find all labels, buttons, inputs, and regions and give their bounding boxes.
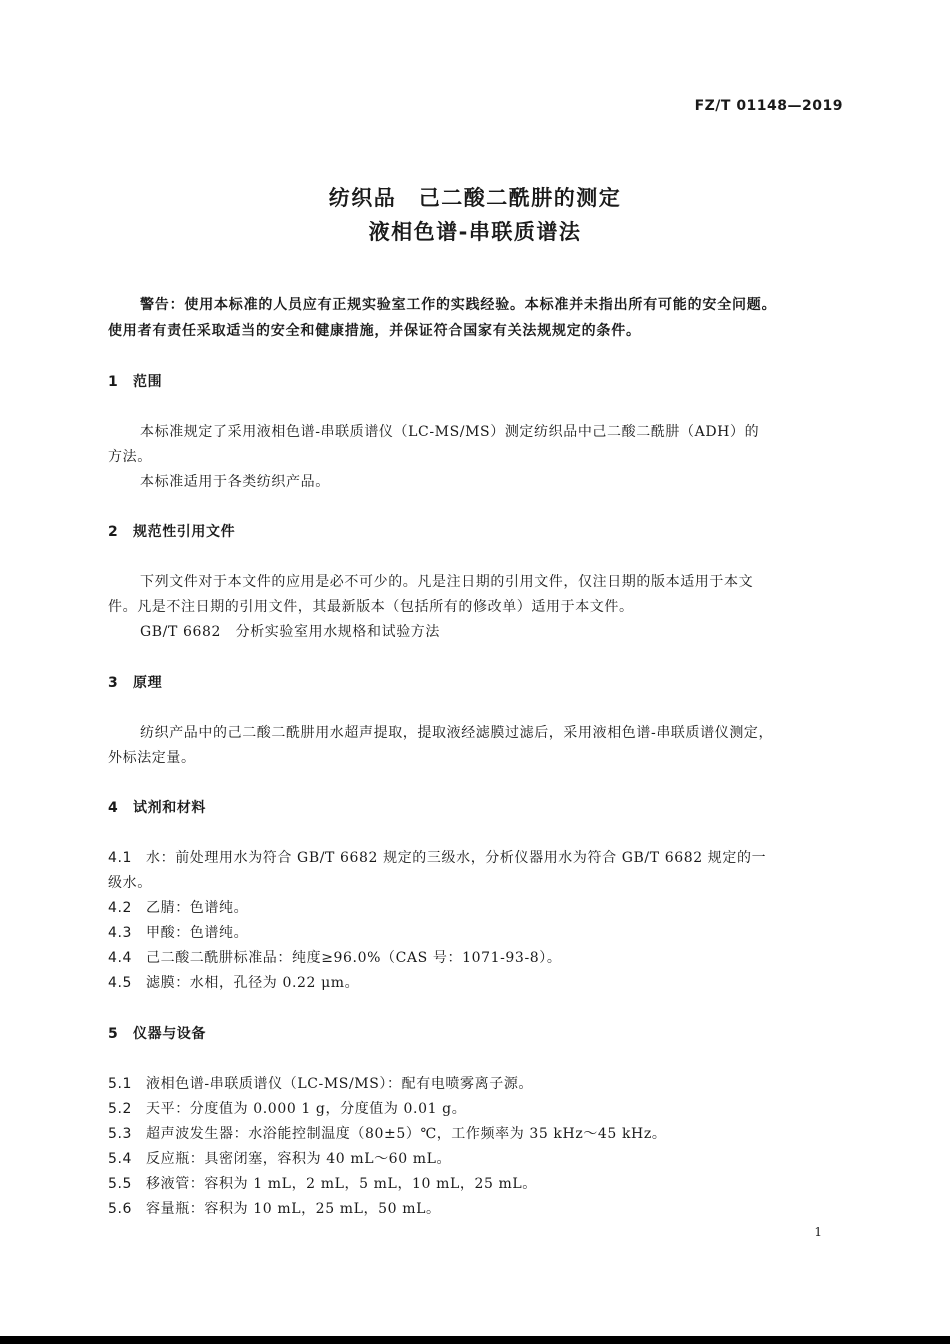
section-3-heading (108, 672, 844, 692)
standard-number: FZ/T 01148—2019 (694, 98, 843, 114)
section-number: 4 (108, 800, 119, 816)
clause-number: 4.3 (108, 925, 133, 941)
section-number: 2 (108, 524, 119, 540)
s1-paragraph-1-line-2: 方法。 (108, 449, 152, 465)
clause-number: 5.4 (108, 1151, 133, 1167)
section-2-heading (108, 521, 844, 541)
clause-text: 反应瓶：具密闭塞，容积为 40 mL～60 mL。 (146, 1151, 452, 1167)
s1-paragraph-2: 本标准适用于各类纺织产品。 (140, 474, 330, 490)
clause-4-4 (108, 947, 844, 967)
section-5-heading (108, 1023, 844, 1043)
section-1-heading (108, 371, 844, 391)
s3-paragraph-1-line-2: 外标法定量。 (108, 750, 196, 766)
clause-number: 4.4 (108, 950, 133, 966)
section-title: 原理 (133, 675, 163, 691)
clause-5-6 (108, 1198, 844, 1218)
clause-number: 5.6 (108, 1201, 133, 1217)
title-line-1: 纺织品 己二酸二酰肼的测定 (328, 186, 622, 210)
title-line-2: 液相色谱-串联质谱法 (368, 220, 582, 244)
clause-text: 滤膜：水相，孔径为 0.22 μm。 (146, 975, 360, 991)
page-number: 1 (814, 1225, 822, 1239)
clause-4-1 (108, 847, 844, 867)
section-title: 规范性引用文件 (133, 524, 236, 540)
section-number: 1 (108, 374, 119, 390)
warning-line-2: 使用者有责任采取适当的安全和健康措施，并保证符合国家有关法规规定的条件。 (108, 323, 641, 339)
clause-4-5 (108, 972, 844, 992)
s2-paragraph-1-line-2: 件。凡是不注日期的引用文件，其最新版本（包括所有的修改单）适用于本文件。 (108, 599, 634, 615)
clause-number: 4.1 (108, 850, 133, 866)
clause-5-4 (108, 1148, 844, 1168)
section-title: 试剂和材料 (133, 800, 206, 816)
clause-number: 5.1 (108, 1076, 133, 1092)
section-number: 3 (108, 675, 119, 691)
clause-5-5 (108, 1173, 844, 1193)
clause-text: 移液管：容积为 1 mL，2 mL，5 mL，10 mL，25 mL。 (146, 1176, 537, 1192)
clause-text: 水：前处理用水为符合 GB/T 6682 规定的三级水，分析仪器用水为符合 GB/T 6682 规定的一 (146, 850, 767, 866)
s2-paragraph-1-line-1: 下列文件对于本文件的应用是必不可少的。凡是注日期的引用文件，仅注日期的版本适用于本文 (140, 574, 754, 590)
clause-number: 4.2 (108, 900, 133, 916)
section-title: 范围 (133, 374, 163, 390)
bottom-edge-bar (0, 1336, 950, 1344)
clause-4-2 (108, 897, 844, 917)
clause-text: 甲酸：色谱纯。 (146, 925, 249, 941)
clause-text: 液相色谱-串联质谱仪（LC-MS/MS）：配有电喷雾离子源。 (146, 1076, 534, 1092)
clause-4-3 (108, 922, 844, 942)
clause-number: 4.5 (108, 975, 133, 991)
clause-text: 容量瓶：容积为 10 mL，25 mL，50 mL。 (146, 1201, 441, 1217)
section-number: 5 (108, 1026, 119, 1042)
s2-normative-reference: GB/T 6682 分析实验室用水规格和试验方法 (140, 624, 441, 640)
clause-5-2 (108, 1098, 844, 1118)
clause-number: 5.5 (108, 1176, 133, 1192)
clause-4-1-continuation: 级水。 (108, 875, 152, 891)
clause-5-1 (108, 1073, 844, 1093)
clause-text: 乙腈：色谱纯。 (146, 900, 249, 916)
s1-paragraph-1-line-1: 本标准规定了采用液相色谱-串联质谱仪（LC-MS/MS）测定纺织品中己二酸二酰肼（ADH）的 (140, 424, 760, 440)
clause-5-3 (108, 1123, 844, 1143)
warning-line-1: 警告：使用本标准的人员应有正规实验室工作的实践经验。本标准并未指出所有可能的安全问题。 (140, 297, 777, 313)
clause-text: 己二酸二酰肼标准品：纯度≥96.0%（CAS 号：1071-93-8）。 (146, 950, 562, 966)
clause-text: 超声波发生器：水浴能控制温度（80±5）℃，工作频率为 35 kHz～45 kHz。 (146, 1126, 667, 1142)
s3-paragraph-1-line-1: 纺织产品中的己二酸二酰肼用水超声提取，提取液经滤膜过滤后，采用液相色谱-串联质谱仪测定， (140, 725, 774, 741)
clause-number: 5.3 (108, 1126, 133, 1142)
clause-text: 天平：分度值为 0.000 1 g，分度值为 0.01 g。 (146, 1101, 467, 1117)
section-title: 仪器与设备 (133, 1026, 206, 1042)
clause-number: 5.2 (108, 1101, 133, 1117)
section-4-heading (108, 797, 844, 817)
